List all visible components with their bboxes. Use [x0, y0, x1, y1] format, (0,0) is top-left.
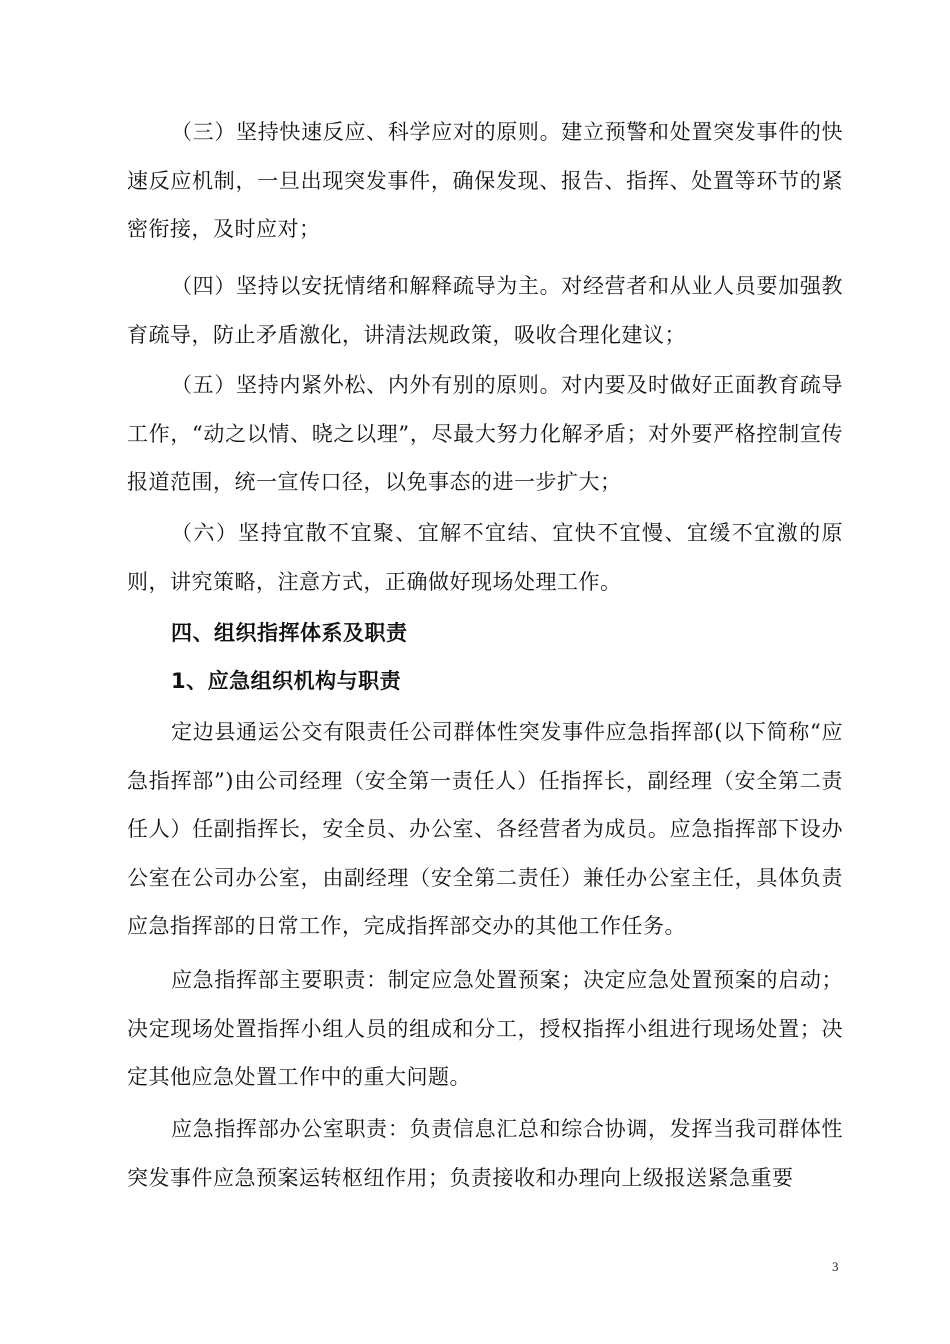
paragraph-organization: 定边县通运公交有限责任公司群体性突发事件应急指挥部(以下简称“应急指挥部”)由公司经理（安全第一责任人）任指挥长，副经理（安全第二责任人）任副指挥长，安全员、办公室、各经营者为成员。应急指挥部下设办公室在公司办公室，由副经理（安全第二责任）兼任办公室主任，具体负责应急指挥部的日常工作，完成指挥部交办的其他工作任务。 [127, 720, 843, 938]
page-number: 3 [832, 1259, 839, 1274]
paragraph-office-duties: 应急指挥部办公室职责：负责信息汇总和综合协调，发挥当我司群体性突发事件应急预案运转枢纽作用；负责接收和办理向上级报送紧急重要 [127, 1117, 843, 1190]
paragraph-principle-6: （六）坚持宜散不宜聚、宜解不宜结、宜快不宜慢、宜缓不宜激的原则，讲究策略，注意方式，正确做好现场处理工作。 [127, 521, 843, 594]
section-heading: 四、组织指挥体系及职责 [171, 621, 408, 645]
subsection-heading: 1、应急组织机构与职责 [171, 669, 402, 693]
paragraph-principle-5: （五）坚持内紧外松、内外有别的原则。对内要及时做好正面教育疏导工作，“动之以情、晓之以理”，尽最大努力化解矛盾；对外要严格控制宣传报道范围，统一宣传口径，以免事态的进一步扩大； [127, 373, 843, 494]
paragraph-principle-3: （三）坚持快速反应、科学应对的原则。建立预警和处置突发事件的快速反应机制，一旦出现突发事件，确保发现、报告、指挥、处置等环节的紧密衔接，及时应对； [127, 120, 843, 241]
paragraph-principle-4: （四）坚持以安抚情绪和解释疏导为主。对经营者和从业人员要加强教育疏导，防止矛盾激化，讲清法规政策，吸收合理化建议； [127, 274, 843, 347]
paragraph-command-duties: 应急指挥部主要职责：制定应急处置预案；决定应急处置预案的启动；决定现场处置指挥小组人员的组成和分工，授权指挥小组进行现场处置；决定其他应急处置工作中的重大问题。 [127, 968, 843, 1089]
